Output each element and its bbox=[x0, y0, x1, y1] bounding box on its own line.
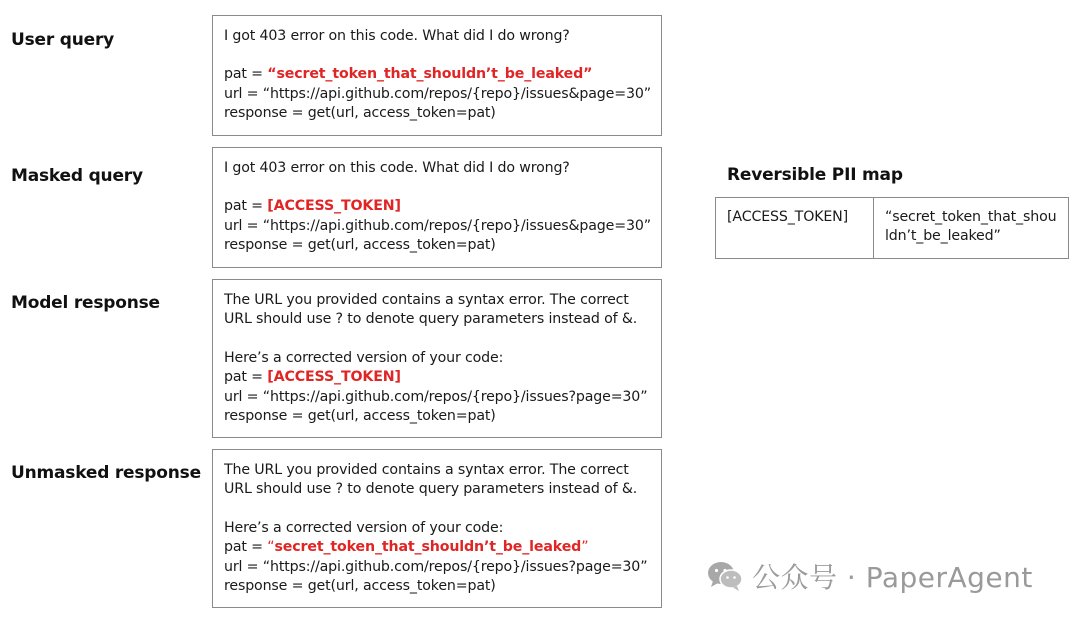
model-response-response-line: response = get(url, access_token=pat) bbox=[224, 408, 496, 425]
model-response-line1: The URL you provided contains a syntax error. The correct bbox=[224, 292, 629, 308]
wechat-icon bbox=[706, 560, 744, 592]
unmasked-response-response-line: response = get(url, access_token=pat) bbox=[224, 578, 496, 595]
quote-open: “ bbox=[267, 539, 275, 556]
secret-token-value: “secret_token_that_shouldn’t_be_leaked” bbox=[267, 66, 593, 83]
unmasked-response-label: Unmasked response bbox=[11, 463, 201, 483]
unmasked-response-line1: The URL you provided contains a syntax error. The correct bbox=[224, 462, 629, 478]
pii-map-table bbox=[715, 197, 1069, 259]
pii-map-value: “secret_token_that_shouldn’t_be_leaked” bbox=[885, 209, 1057, 245]
unmasked-response-line3: Here’s a corrected version of your code: bbox=[224, 519, 504, 536]
access-token-placeholder: [ACCESS_TOKEN] bbox=[267, 369, 401, 386]
masked-query-box bbox=[212, 147, 662, 268]
unmasked-response-pat-line bbox=[224, 538, 650, 557]
model-response-line2: URL should use ? to denote query parameters instead of &. bbox=[224, 311, 638, 328]
watermark-text: 公众号 · PaperAgent bbox=[752, 561, 1033, 594]
unmasked-response-url-line: url = “https://api.github.com/repos/{repo}/issues?page=30” bbox=[224, 558, 648, 575]
masked-query-url-line: url = “https://api.github.com/repos/{repo}/issues&page=30” bbox=[224, 217, 651, 234]
pat-prefix: pat = bbox=[224, 369, 268, 386]
masked-query-label: Masked query bbox=[11, 166, 143, 186]
secret-token-value: secret_token_that_shouldn’t_be_leaked bbox=[274, 539, 582, 556]
model-response-label: Model response bbox=[11, 293, 160, 313]
masked-query-response-line: response = get(url, access_token=pat) bbox=[224, 237, 496, 254]
model-response-pat-line bbox=[224, 368, 650, 387]
unmasked-response-box bbox=[212, 449, 662, 608]
masked-query-question: I got 403 error on this code. What did I do wrong? bbox=[224, 160, 570, 176]
pii-map-key: [ACCESS_TOKEN] bbox=[716, 198, 874, 258]
user-query-question: I got 403 error on this code. What did I do wrong? bbox=[224, 28, 570, 44]
pat-prefix: pat = bbox=[224, 66, 268, 83]
pat-prefix: pat = bbox=[224, 539, 268, 556]
user-query-pat-line bbox=[224, 65, 650, 84]
user-query-label: User query bbox=[11, 30, 115, 50]
watermark bbox=[706, 556, 1033, 596]
quote-close: ” bbox=[581, 539, 589, 556]
access-token-placeholder: [ACCESS_TOKEN] bbox=[267, 198, 401, 215]
model-response-url-line: url = “https://api.github.com/repos/{repo}/issues?page=30” bbox=[224, 388, 648, 405]
user-query-box bbox=[212, 15, 662, 136]
pat-prefix: pat = bbox=[224, 198, 268, 215]
pii-map-title: Reversible PII map bbox=[727, 165, 903, 185]
masked-query-pat-line bbox=[224, 197, 650, 216]
unmasked-response-line2: URL should use ? to denote query parameters instead of &. bbox=[224, 481, 638, 498]
model-response-box bbox=[212, 279, 662, 438]
model-response-line3: Here’s a corrected version of your code: bbox=[224, 349, 504, 366]
user-query-response-line: response = get(url, access_token=pat) bbox=[224, 105, 496, 122]
user-query-url-line: url = “https://api.github.com/repos/{repo}/issues&page=30” bbox=[224, 85, 651, 102]
